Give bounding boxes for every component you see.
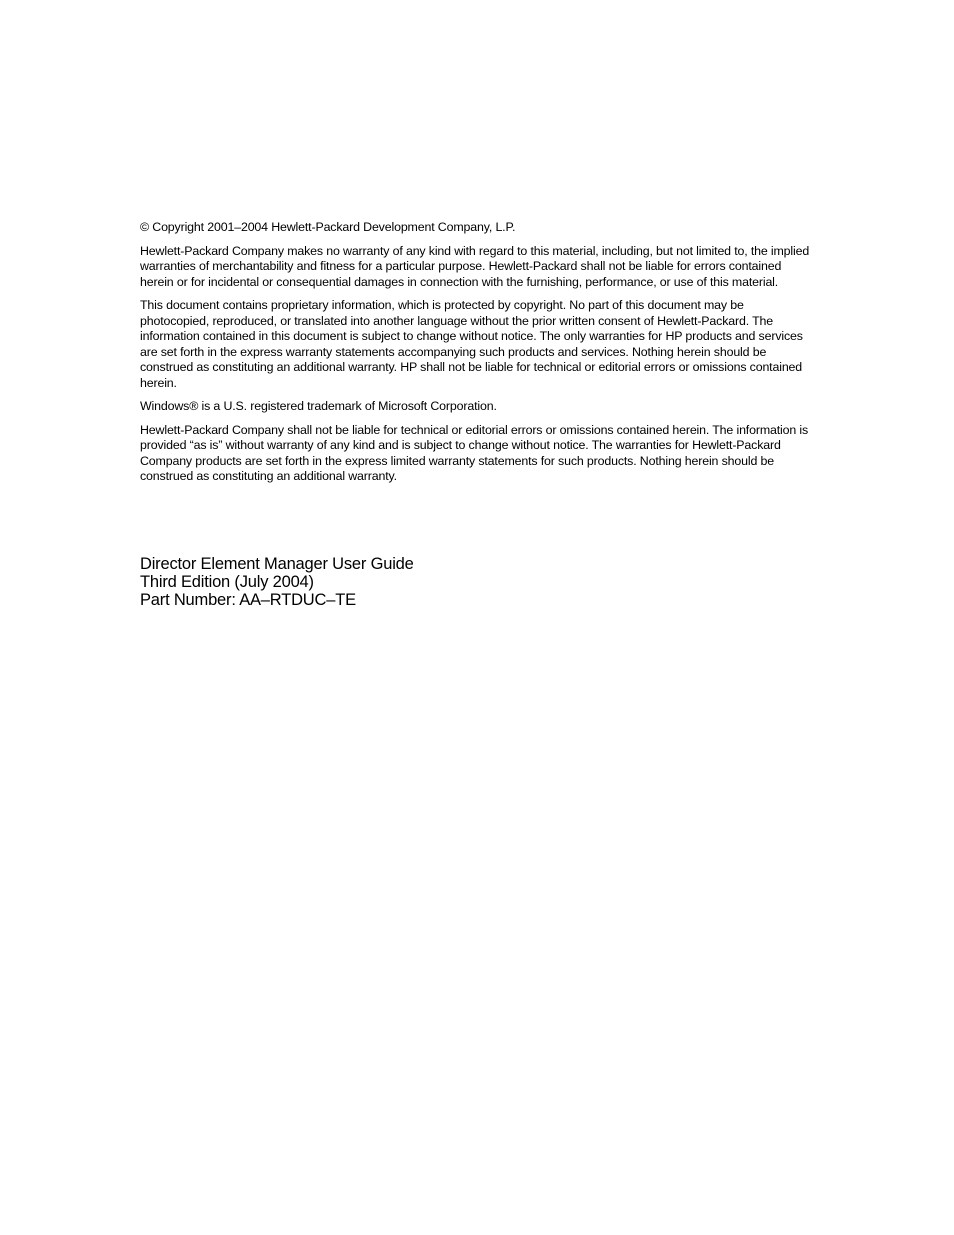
liability-notice: Hewlett-Packard Company shall not be liable for technical or editorial errors or omissions contained herein. The information is provided “as is” without warranty of any kind and is subject to change without notice. The warranties for Hewlett-Packard Company products are set forth in the express limited warranty statements for such products. Nothing herein should be construed as constituting an additional warranty. [140,422,809,483]
document-info [140,555,740,609]
part-number: Part Number: AA–RTDUC–TE [140,591,356,609]
proprietary-notice: This document contains proprietary information, which is protected by copyright. No part of this document may be photocopied, reproduced, or translated into another language without the prior written consent of Hewlett-Packard. The information contained in this document is subject to change without notice. The only warranties for HP products and services are set forth in the express warranty statements accompanying such products and services. Nothing herein should be construed as constituting an additional warranty. HP shall not be liable for technical or editorial errors or omissions contained herein. [140,298,803,390]
copyright-notice: © Copyright 2001–2004 Hewlett-Packard Development Company, L.P. [140,220,516,234]
document-title: Director Element Manager User Guide [140,555,414,573]
trademark-notice: Windows® is a U.S. registered trademark of Microsoft Corporation. [140,399,497,413]
legal-notices [140,220,816,493]
warranty-disclaimer: Hewlett-Packard Company makes no warranty of any kind with regard to this material, including, but not limited to, the implied warranties of merchantability and fitness for a particular purpose. Hewlett-Packard shall not be liable for errors contained herein or for incidental or consequential damages in connection with the furnishing, performance, or use of this material. [140,243,810,289]
document-edition: Third Edition (July 2004) [140,573,314,591]
